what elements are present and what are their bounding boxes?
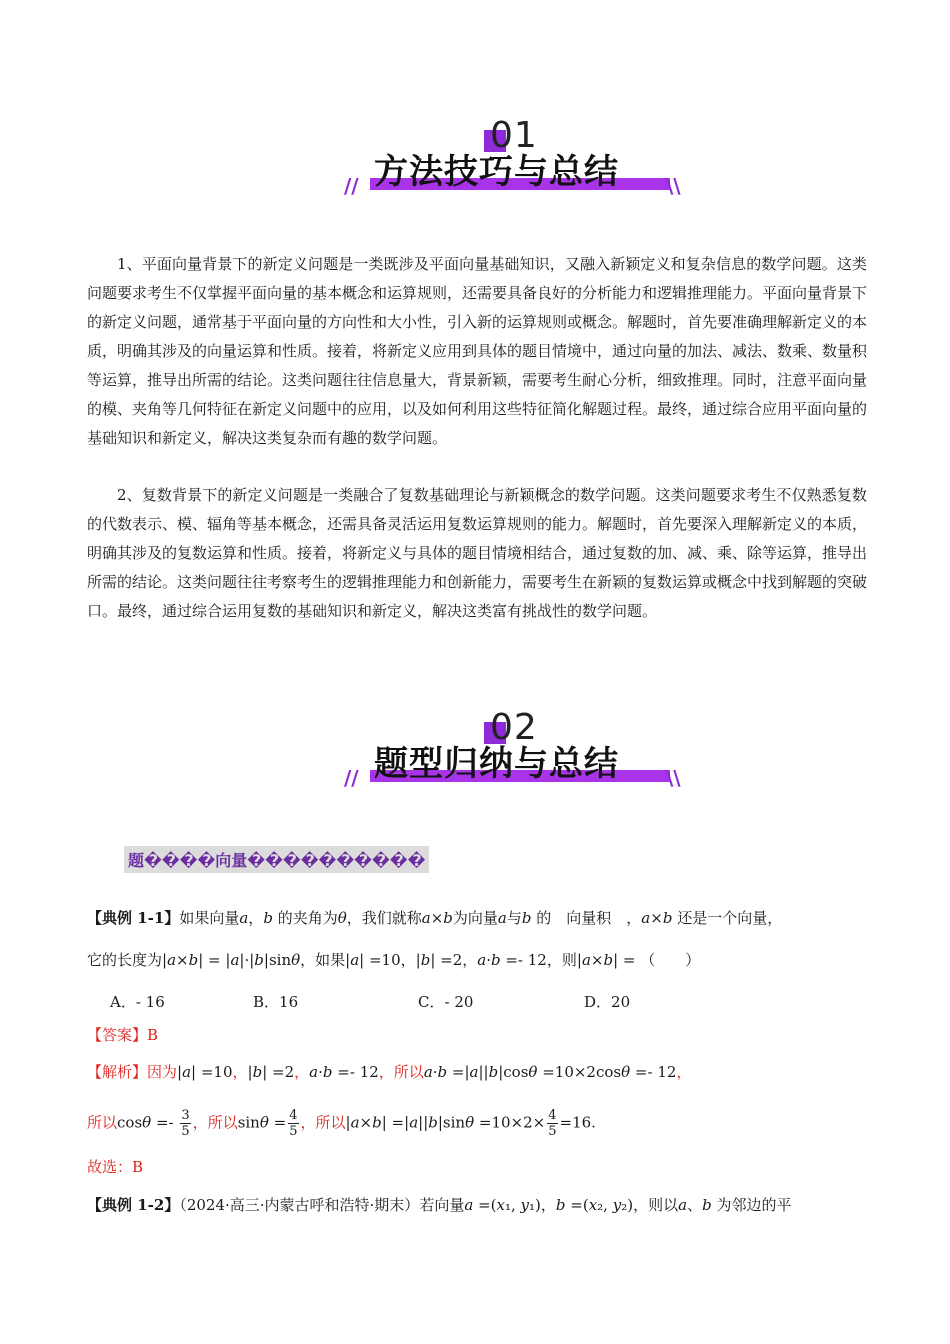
- option-b[interactable]: B．16: [253, 993, 299, 1011]
- example-tag: 【典例 1-2】: [87, 1196, 180, 1214]
- answer-line: [87, 1023, 877, 1047]
- section-number: 02: [490, 707, 538, 748]
- paragraph-1: 1、平面向量背景下的新定义问题是一类既涉及平面向量基础知识，又融入新颖定义和复杂信息的数学问题。这类问题要求考生不仅掌握平面向量的基本概念和运算规则，还需要具备良好的分析能力和逻辑推理能力。平面向量背景下的新定义问题，通常基于平面向量的方向性和大小性，引入新的运算规则或概念。解题时，首先要准确理解新定义的本质，明确其涉及的向量运算和性质。接着，将新定义应用到具体的题目情境中，通过向量的加法、减法、数乘、数量积等运算，推导出所需的结论。这类问题往往信息量大，背景新颖，需要考生耐心分析，细致推理。同时，注意平面向量的模、夹角等几何特征在新定义问题中的应用，以及如何利用这些特征简化解题过程。最终，通过综合应用平面向量的基础知识和新定义，解决这类复杂而有趣的数学问题。: [87, 255, 868, 447]
- example-1-line-1: 【典例 1-1】如果向量a，b 的夹角为θ，我们就称a×b为向量a与b 的 向量积 ，a×b 还是一个向量，: [87, 909, 783, 927]
- section-banner-2: [340, 704, 680, 794]
- conclusion-line: 故选：B: [87, 1158, 144, 1176]
- slash-right-icon: \\: [666, 174, 681, 198]
- answer-tag: 【答案】: [87, 1026, 148, 1044]
- example-tag: 【典例 1-1】: [87, 909, 180, 927]
- slash-left-icon: //: [344, 174, 359, 198]
- analysis-tag: 【解析】: [87, 1063, 148, 1081]
- slash-left-icon: //: [344, 766, 359, 790]
- example-1-line-2: 它的长度为|a×b| = |a|·|b|sinθ，如果|a| =10，|b| =2，a·b =- 12，则|a×b| = （ ）: [87, 951, 701, 969]
- slash-right-icon: \\: [666, 766, 681, 790]
- answer-value: B: [147, 1026, 159, 1044]
- paragraph-2: 2、复数背景下的新定义问题是一类融合了复数基础理论与新颖概念的数学问题。这类问题要求考生不仅熟悉复数的代数表示、模、辐角等基本概念，还需具备灵活运用复数运算规则的能力。解题时，首先要深入理解新定义的本质，明确其涉及的复数运算和性质。接着，将新定义与具体的题目情境相结合，通过复数的加、减、乘、除等运算，推导出所需的结论。这类问题往往考察考生的逻辑推理能力和创新能力，需要考生在新颖的复数运算或概念中找到解题的突破口。最终，通过综合运用复数的基础知识和新定义，解决这类富有挑战性的数学问题。: [87, 486, 868, 620]
- analysis-line-2: 所以cosθ =- $\frac{3}{5}$ ，所以sinθ = $\frac{4}{5}$ ，所以|a×b| =|a||b|sinθ =10×2× $\frac{4}{5}$ =16.: [87, 1108, 596, 1139]
- example-source: （2024·高三·内蒙古呼和浩特·期末）: [179, 1196, 420, 1214]
- section-banner-1: [340, 112, 680, 202]
- example-2-line-1: 【典例 1-2】（2024·高三·内蒙古呼和浩特·期末）若向量a =(x₁, y₁)，b =(x₂, y₂)，则以a、b 为邻边的平: [87, 1196, 792, 1214]
- option-c[interactable]: C．- 20: [418, 993, 474, 1011]
- option-d[interactable]: D．20: [584, 993, 631, 1011]
- section-title: 题型归纳与总结: [374, 744, 619, 784]
- topic-label: 题����向量����������: [124, 846, 429, 873]
- section-title: 方法技巧与总结: [374, 152, 619, 192]
- option-a[interactable]: A．- 16: [110, 993, 165, 1011]
- section-number: 01: [490, 115, 538, 156]
- analysis-line-1: 【解析】因为|a| =10，|b| =2，a·b =- 12，所以a·b =|a||b|cosθ =10×2cosθ =- 12，: [87, 1063, 692, 1081]
